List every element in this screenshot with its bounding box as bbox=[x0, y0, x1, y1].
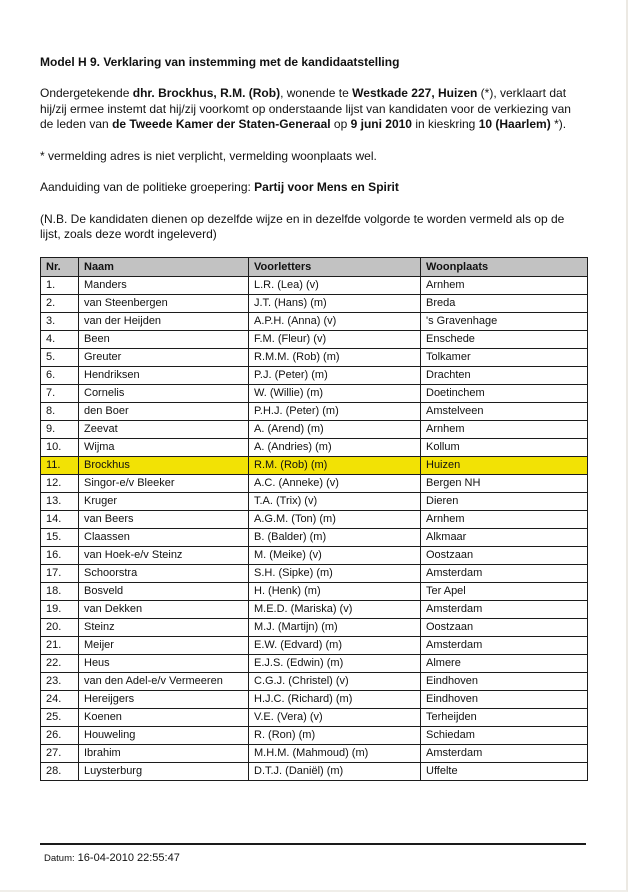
cell-nr: 12. bbox=[41, 474, 79, 492]
cell-nr: 7. bbox=[41, 384, 79, 402]
cell-naam: Kruger bbox=[79, 492, 249, 510]
table-row bbox=[41, 402, 588, 420]
cell-woonplaats: Amsterdam bbox=[421, 600, 588, 618]
cell-woonplaats: Amsterdam bbox=[421, 744, 588, 762]
table-row bbox=[41, 582, 588, 600]
table-row bbox=[41, 330, 588, 348]
table-row bbox=[41, 708, 588, 726]
cell-woonplaats: Schiedam bbox=[421, 726, 588, 744]
cell-woonplaats: Enschede bbox=[421, 330, 588, 348]
table-row bbox=[41, 312, 588, 330]
party-name: Partij voor Mens en Spirit bbox=[254, 180, 399, 194]
cell-voorletters: M. (Meike) (v) bbox=[249, 546, 421, 564]
cell-voorletters: J.T. (Hans) (m) bbox=[249, 294, 421, 312]
cell-voorletters: A.G.M. (Ton) (m) bbox=[249, 510, 421, 528]
cell-naam: van Dekken bbox=[79, 600, 249, 618]
table-row bbox=[41, 690, 588, 708]
table-row bbox=[41, 564, 588, 582]
candidate-table-container bbox=[40, 257, 586, 781]
cell-woonplaats: Drachten bbox=[421, 366, 588, 384]
table-row-highlighted bbox=[41, 456, 588, 474]
cell-woonplaats: 's Gravenhage bbox=[421, 312, 588, 330]
cell-woonplaats: Eindhoven bbox=[421, 672, 588, 690]
political-grouping-line bbox=[40, 180, 586, 196]
cell-nr: 22. bbox=[41, 654, 79, 672]
cell-naam: van Beers bbox=[79, 510, 249, 528]
cell-nr: 10. bbox=[41, 438, 79, 456]
cell-woonplaats: Kollum bbox=[421, 438, 588, 456]
cell-voorletters: E.W. (Edvard) (m) bbox=[249, 636, 421, 654]
candidate-table-body bbox=[41, 276, 588, 780]
cell-nr: 15. bbox=[41, 528, 79, 546]
cell-voorletters: H.J.C. (Richard) (m) bbox=[249, 690, 421, 708]
cell-voorletters: R.M.M. (Rob) (m) bbox=[249, 348, 421, 366]
cell-nr: 8. bbox=[41, 402, 79, 420]
election-body: de Tweede Kamer der Staten-Generaal bbox=[112, 117, 331, 131]
cell-nr: 18. bbox=[41, 582, 79, 600]
cell-woonplaats: Doetinchem bbox=[421, 384, 588, 402]
cell-woonplaats: Oostzaan bbox=[421, 546, 588, 564]
intro-text: Ondergetekende bbox=[40, 86, 133, 100]
cell-nr: 23. bbox=[41, 672, 79, 690]
candidate-table bbox=[40, 257, 588, 781]
cell-voorletters: R.M. (Rob) (m) bbox=[249, 456, 421, 474]
table-row bbox=[41, 420, 588, 438]
cell-naam: den Boer bbox=[79, 402, 249, 420]
cell-nr: 1. bbox=[41, 276, 79, 294]
cell-woonplaats: Arnhem bbox=[421, 510, 588, 528]
cell-voorletters: M.E.D. (Mariska) (v) bbox=[249, 600, 421, 618]
cell-nr: 16. bbox=[41, 546, 79, 564]
page-footer bbox=[40, 843, 586, 864]
cell-nr: 11. bbox=[41, 456, 79, 474]
cell-naam: Schoorstra bbox=[79, 564, 249, 582]
cell-naam: van Steenbergen bbox=[79, 294, 249, 312]
cell-voorletters: E.J.S. (Edwin) (m) bbox=[249, 654, 421, 672]
cell-nr: 19. bbox=[41, 600, 79, 618]
table-row bbox=[41, 348, 588, 366]
cell-naam: Meijer bbox=[79, 636, 249, 654]
cell-woonplaats: Uffelte bbox=[421, 762, 588, 780]
cell-naam: Manders bbox=[79, 276, 249, 294]
cell-voorletters: M.J. (Martijn) (m) bbox=[249, 618, 421, 636]
cell-naam: Bosveld bbox=[79, 582, 249, 600]
cell-naam: Luysterburg bbox=[79, 762, 249, 780]
cell-woonplaats: Almere bbox=[421, 654, 588, 672]
cell-voorletters: A. (Andries) (m) bbox=[249, 438, 421, 456]
declarant-address: Westkade 227, Huizen bbox=[352, 86, 478, 100]
cell-nr: 6. bbox=[41, 366, 79, 384]
cell-nr: 26. bbox=[41, 726, 79, 744]
cell-woonplaats: Oostzaan bbox=[421, 618, 588, 636]
table-header-row bbox=[41, 257, 588, 276]
date-value: 16-04-2010 22:55:47 bbox=[74, 852, 180, 864]
cell-nr: 17. bbox=[41, 564, 79, 582]
table-row bbox=[41, 636, 588, 654]
cell-nr: 2. bbox=[41, 294, 79, 312]
cell-voorletters: S.H. (Sipke) (m) bbox=[249, 564, 421, 582]
table-row bbox=[41, 294, 588, 312]
cell-nr: 14. bbox=[41, 510, 79, 528]
cell-woonplaats: Breda bbox=[421, 294, 588, 312]
cell-naam: van den Adel-e/v Vermeeren bbox=[79, 672, 249, 690]
cell-woonplaats: Amstelveen bbox=[421, 402, 588, 420]
table-row bbox=[41, 276, 588, 294]
date-stamp bbox=[40, 852, 586, 864]
cell-woonplaats: Terheijden bbox=[421, 708, 588, 726]
cell-woonplaats: Bergen NH bbox=[421, 474, 588, 492]
table-row bbox=[41, 654, 588, 672]
table-row bbox=[41, 474, 588, 492]
cell-nr: 9. bbox=[41, 420, 79, 438]
table-row bbox=[41, 672, 588, 690]
table-row bbox=[41, 618, 588, 636]
column-header-naam: Naam bbox=[79, 257, 249, 276]
cell-voorletters: M.H.M. (Mahmoud) (m) bbox=[249, 744, 421, 762]
address-footnote: * vermelding adres is niet verplicht, vermelding woonplaats wel. bbox=[40, 148, 377, 163]
table-row bbox=[41, 438, 588, 456]
election-date: 9 juni 2010 bbox=[350, 117, 412, 131]
column-header-woonplaats: Woonplaats bbox=[421, 257, 588, 276]
cell-voorletters: B. (Balder) (m) bbox=[249, 528, 421, 546]
table-row bbox=[41, 600, 588, 618]
cell-voorletters: L.R. (Lea) (v) bbox=[249, 276, 421, 294]
cell-woonplaats: Amsterdam bbox=[421, 564, 588, 582]
cell-nr: 3. bbox=[41, 312, 79, 330]
document-title: Model H 9. Verklaring van instemming met de kandidaatstelling bbox=[40, 55, 400, 69]
cell-naam: Claassen bbox=[79, 528, 249, 546]
cell-naam: Hereijgers bbox=[79, 690, 249, 708]
table-row bbox=[41, 726, 588, 744]
cell-voorletters: H. (Henk) (m) bbox=[249, 582, 421, 600]
cell-voorletters: T.A. (Trix) (v) bbox=[249, 492, 421, 510]
cell-woonplaats: Eindhoven bbox=[421, 690, 588, 708]
cell-naam: Brockhus bbox=[79, 456, 249, 474]
cell-nr: 21. bbox=[41, 636, 79, 654]
cell-voorletters: W. (Willie) (m) bbox=[249, 384, 421, 402]
table-row bbox=[41, 510, 588, 528]
cell-nr: 25. bbox=[41, 708, 79, 726]
cell-naam: Wijma bbox=[79, 438, 249, 456]
cell-nr: 27. bbox=[41, 744, 79, 762]
cell-naam: Heus bbox=[79, 654, 249, 672]
cell-voorletters: A.P.H. (Anna) (v) bbox=[249, 312, 421, 330]
column-header-nr: Nr. bbox=[41, 257, 79, 276]
cell-naam: Cornelis bbox=[79, 384, 249, 402]
column-header-voorletters: Voorletters bbox=[249, 257, 421, 276]
cell-woonplaats: Arnhem bbox=[421, 420, 588, 438]
cell-nr: 24. bbox=[41, 690, 79, 708]
cell-naam: Been bbox=[79, 330, 249, 348]
cell-nr: 5. bbox=[41, 348, 79, 366]
cell-nr: 20. bbox=[41, 618, 79, 636]
cell-naam: Steinz bbox=[79, 618, 249, 636]
table-row bbox=[41, 528, 588, 546]
cell-voorletters: V.E. (Vera) (v) bbox=[249, 708, 421, 726]
cell-voorletters: A. (Arend) (m) bbox=[249, 420, 421, 438]
cell-woonplaats: Huizen bbox=[421, 456, 588, 474]
cell-woonplaats: Alkmaar bbox=[421, 528, 588, 546]
electoral-district: 10 (Haarlem) bbox=[478, 117, 551, 131]
cell-naam: Hendriksen bbox=[79, 366, 249, 384]
table-row bbox=[41, 762, 588, 780]
cell-naam: Ibrahim bbox=[79, 744, 249, 762]
cell-naam: Houweling bbox=[79, 726, 249, 744]
cell-naam: Zeevat bbox=[79, 420, 249, 438]
cell-woonplaats: Ter Apel bbox=[421, 582, 588, 600]
cell-naam: Greuter bbox=[79, 348, 249, 366]
cell-voorletters: R. (Ron) (m) bbox=[249, 726, 421, 744]
cell-naam: van Hoek-e/v Steinz bbox=[79, 546, 249, 564]
cell-nr: 28. bbox=[41, 762, 79, 780]
cell-naam: van der Heijden bbox=[79, 312, 249, 330]
table-row bbox=[41, 492, 588, 510]
table-row bbox=[41, 744, 588, 762]
grouping-label: Aanduiding van de politieke groepering: bbox=[40, 180, 255, 194]
cell-woonplaats: Tolkamer bbox=[421, 348, 588, 366]
cell-nr: 13. bbox=[41, 492, 79, 510]
cell-naam: Koenen bbox=[79, 708, 249, 726]
date-label: Datum: bbox=[44, 853, 75, 864]
cell-voorletters: D.T.J. (Daniël) (m) bbox=[249, 762, 421, 780]
cell-voorletters: A.C. (Anneke) (v) bbox=[249, 474, 421, 492]
cell-voorletters: F.M. (Fleur) (v) bbox=[249, 330, 421, 348]
cell-voorletters: C.G.J. (Christel) (v) bbox=[249, 672, 421, 690]
cell-voorletters: P.J. (Peter) (m) bbox=[249, 366, 421, 384]
declaration-paragraph: Ondergetekende dhr. Brockhus, R.M. (Rob), wonende te Westkade 227, Huizen (*), verklaart dat hij/zij ermee instemt dat hij/zij voorkomt op onderstaande lijst van kandidaten voor de verkiezing van de leden van de Tweede Kamer der Staten-Generaal op 9 juni 2010 in kieskring 10 (Haarlem) *). bbox=[40, 86, 571, 131]
cell-nr: 4. bbox=[41, 330, 79, 348]
nb-note: (N.B. De kandidaten dienen op dezelfde wijze en in dezelfde volgorde te worden vermeld als op de lijst, zoals deze wordt ingeleverd) bbox=[40, 211, 565, 241]
cell-woonplaats: Arnhem bbox=[421, 276, 588, 294]
cell-naam: Singor-e/v Bleeker bbox=[79, 474, 249, 492]
cell-woonplaats: Amsterdam bbox=[421, 636, 588, 654]
table-row bbox=[41, 366, 588, 384]
table-row bbox=[41, 546, 588, 564]
cell-woonplaats: Dieren bbox=[421, 492, 588, 510]
declarant-name: dhr. Brockhus, R.M. (Rob) bbox=[132, 86, 281, 100]
table-row bbox=[41, 384, 588, 402]
cell-voorletters: P.H.J. (Peter) (m) bbox=[249, 402, 421, 420]
